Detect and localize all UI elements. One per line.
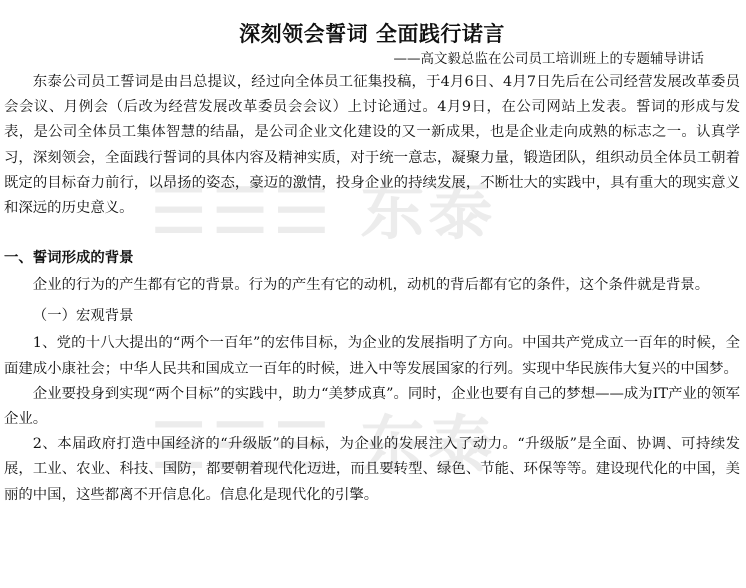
watermark-text: 东泰 xyxy=(360,175,497,249)
watermark-stripes-icon: ☰☰☰ xyxy=(150,175,361,249)
point-paragraph: 1、党的十八大提出的“两个一百年”的宏伟目标，为企业的发展指明了方向。中国共产党成立一百年的时候，全面建成小康社会；中华人民共和国成立一百年的时候，进入中等发展国家的行列。实现中华民族伟大复兴的中国梦。 xyxy=(4,335,740,377)
point-paragraph: 企业要投身到实现“两个目标”的实践中，助力“美梦成真”。同时，企业也要有自己的梦想——成为IT产业的领军企业。 xyxy=(4,385,740,428)
watermark-stripes-icon: ☰☰☰ xyxy=(150,410,361,484)
document-subtitle: ——高文毅总监在公司员工培训班上的专题辅导讲话 xyxy=(393,51,704,67)
document-title: 深刻领会誓词 全面践行诺言 xyxy=(239,21,505,46)
subsection-heading: （一）宏观背景 xyxy=(32,308,134,325)
point-paragraph: 2、本届政府打造中国经济的“升级版”的目标，为企业的发展注入了动力。“升级版”是全面、协调、可持续发展，工业、农业、科技、国防，都要朝着现代化迈进，而且要转型、绿色、节能、环保等等。建设现代化的中国，美丽的中国，这些都离不开信息化。信息化是现代化的引擎。 xyxy=(4,436,740,503)
section-paragraph: 企业的行为的产生都有它的背景。行为的产生有它的动机，动机的背后都有它的条件，这个条件就是背景。 xyxy=(32,277,710,294)
section-heading: 一、誓词形成的背景 xyxy=(4,250,134,267)
intro-paragraph: 东泰公司员工誓词是由吕总提议，经过向全体员工征集投稿，于4月6日、4月7日先后在公司经营发展改革委员会会议、月例会（后改为经营发展改革委员会会议）上讨论通过。4月9日，在公司网站上发表。誓词的形成与发表，是公司全体员工集体智慧的结晶，是公司企业文化建设的又一新成果，也是企业走向成熟的标志之一。认真学习，深刻领会，全面践行誓词的具体内容及精神实质，对于统一意志，凝聚力量，锻造团队，组织动员全体员工朝着既定的目标奋力前行，以昂扬的姿态，豪迈的激情，投身企业的持续发展，不断壮大的实践中，具有重大的现实意义和深远的历史意义。 xyxy=(4,74,740,217)
watermark-text: 东泰 xyxy=(360,410,497,484)
